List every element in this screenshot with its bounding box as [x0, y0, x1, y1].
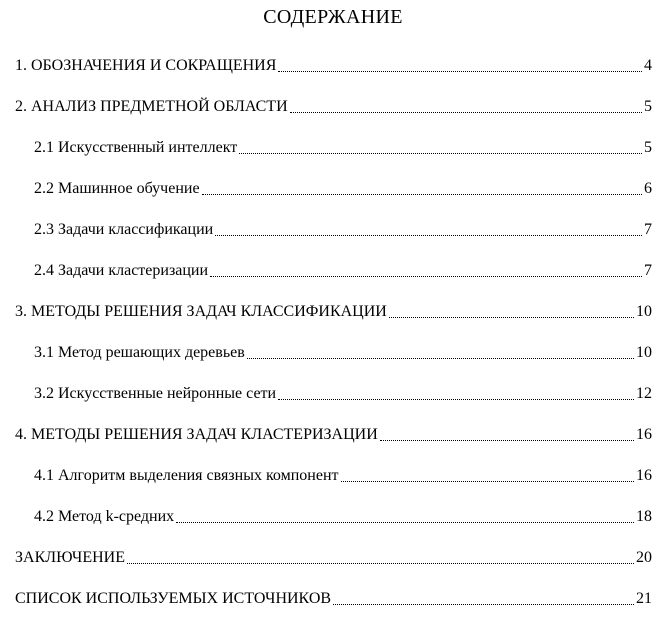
toc-entry — [15, 302, 652, 322]
toc-entry-label: 4.2 Метод k-средних — [34, 508, 175, 525]
toc-entry — [34, 384, 652, 404]
toc-entry-label: 2.4 Задачи кластеризации — [34, 262, 209, 279]
toc-page-number: 4 — [644, 57, 652, 74]
toc-page-number: 10 — [636, 344, 652, 361]
toc-leader-dots — [176, 521, 634, 523]
toc-entry-label: 3.1 Метод решающих деревьев — [34, 344, 245, 361]
toc-leader-dots — [333, 603, 634, 605]
toc-page-number: 5 — [644, 98, 652, 115]
toc-page-number: 16 — [636, 467, 652, 484]
toc-entry-label: 2.1 Искусственный интеллект — [34, 139, 238, 156]
toc-leader-dots — [290, 111, 642, 113]
toc-title: СОДЕРЖАНИЕ — [263, 6, 403, 28]
toc-entry-label: 4. МЕТОДЫ РЕШЕНИЯ ЗАДАЧ КЛАСТЕРИЗАЦИИ — [15, 426, 378, 443]
toc-entry — [15, 97, 652, 117]
toc-entry — [34, 179, 652, 199]
toc-entry-label: 2. АНАЛИЗ ПРЕДМЕТНОЙ ОБЛАСТИ — [15, 98, 288, 115]
toc-entry — [34, 261, 652, 281]
toc-entry — [34, 466, 652, 486]
toc-entry-label: 2.2 Машинное обучение — [34, 180, 200, 197]
toc-entry-label: ЗАКЛЮЧЕНИЕ — [15, 549, 125, 566]
toc-page-number: 6 — [644, 180, 652, 197]
toc-entry-label: 1. ОБОЗНАЧЕНИЯ И СОКРАЩЕНИЯ — [15, 57, 277, 74]
toc-leader-dots — [341, 480, 635, 482]
toc-entry — [15, 589, 652, 609]
toc-leader-dots — [247, 357, 634, 359]
toc-leader-dots — [127, 562, 634, 564]
toc-page-number: 7 — [644, 262, 652, 279]
toc-leader-dots — [278, 398, 634, 400]
toc-entry — [15, 425, 652, 445]
toc-page-number: 7 — [644, 221, 652, 238]
toc-entry-label: 3. МЕТОДЫ РЕШЕНИЯ ЗАДАЧ КЛАССИФИКАЦИИ — [15, 303, 387, 320]
toc-leader-dots — [210, 275, 642, 277]
toc-entry-label: 4.1 Алгоритм выделения связных компонент — [34, 467, 339, 484]
toc-page-number: 12 — [636, 385, 652, 402]
toc-leader-dots — [202, 193, 642, 195]
toc-entry — [34, 507, 652, 527]
toc-page-number: 20 — [636, 549, 652, 566]
toc-entry — [15, 56, 652, 76]
toc-leader-dots — [215, 234, 642, 236]
toc-page-number: 16 — [636, 426, 652, 443]
toc-entry-label: СПИСОК ИСПОЛЬЗУЕМЫХ ИСТОЧНИКОВ — [15, 590, 332, 607]
toc-entry — [34, 220, 652, 240]
toc-page-number: 21 — [636, 590, 652, 607]
toc-entry-label: 3.2 Искусственные нейронные сети — [34, 385, 277, 402]
toc-page-number: 10 — [636, 303, 652, 320]
toc-leader-dots — [278, 70, 642, 72]
toc-entry — [34, 343, 652, 363]
toc-entry — [34, 138, 652, 158]
toc-page-number: 18 — [636, 508, 652, 525]
toc-leader-dots — [380, 439, 634, 441]
toc-leader-dots — [389, 316, 634, 318]
toc-leader-dots — [239, 152, 642, 154]
toc-page-number: 5 — [644, 139, 652, 156]
toc-entry-label: 2.3 Задачи классификации — [34, 221, 214, 238]
toc-entry — [15, 548, 652, 568]
